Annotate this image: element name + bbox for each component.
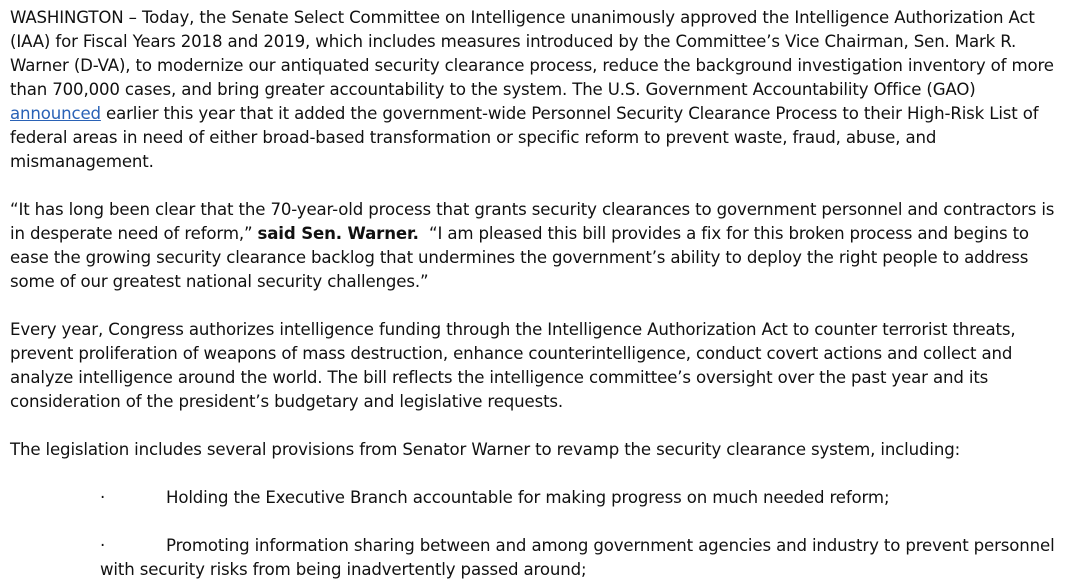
bullet-text: Promoting information sharing between and among government agencies and industry to prevent personnel with security risks from being inadvertently passed around;: [100, 536, 1055, 579]
quote-part-1: “It has long been clear that the 70-year-old process that grants security clearances to government personnel and contractors is in desperate need of reform,”: [10, 200, 1055, 243]
intro-paragraph: [10, 6, 1066, 174]
bullet-text: Holding the Executive Branch accountable for making progress on much needed reform;: [166, 488, 890, 507]
bullet-marker: ·: [100, 536, 106, 555]
announced-link[interactable]: announced: [10, 104, 101, 123]
quote-paragraph: [10, 198, 1066, 294]
intro-text-continued: earlier this year that it added the government-wide Personnel Security Clearance Process to their High-Risk List of federal areas in need of either broad-based transformation or specific reform to prevent waste, fraud, abuse, and mismanagement.: [10, 104, 1039, 171]
bullet-item: [10, 534, 1066, 582]
bullet-item: [10, 486, 1066, 510]
provisions-intro-paragraph: The legislation includes several provisions from Senator Warner to revamp the security clearance system, including:: [10, 440, 961, 459]
funding-paragraph: Every year, Congress authorizes intelligence funding through the Intelligence Authorization Act to counter terrorist threats, prevent proliferation of weapons of mass destruction, enhance counterintelligence, conduct covert actions and collect and analyze intelligence around the world. The bill reflects the intelligence committee’s oversight over the past year and its consideration of the president’s budgetary and legislative requests.: [10, 320, 1016, 411]
quote-part-2: “I am pleased this bill provides a fix for this broken process and begins to ease the growing security clearance backlog that undermines the government’s ability to deploy the right people to address some of our greatest national security challenges.”: [10, 224, 1029, 291]
intro-text: WASHINGTON – Today, the Senate Select Committee on Intelligence unanimously approved the Intelligence Authorization Act (IAA) for Fiscal Years 2018 and 2019, which includes measures introduced by the Committee’s Vice Chairman, Sen. Mark R. Warner (D-VA), to modernize our antiquated security clearance process, reduce the background investigation inventory of more than 700,000 cases, and bring greater accountability to the system. The U.S. Government Accountability Office (GAO): [10, 8, 1054, 99]
quote-attribution: said Sen. Warner.: [257, 224, 419, 243]
bullet-marker: ·: [100, 488, 106, 507]
